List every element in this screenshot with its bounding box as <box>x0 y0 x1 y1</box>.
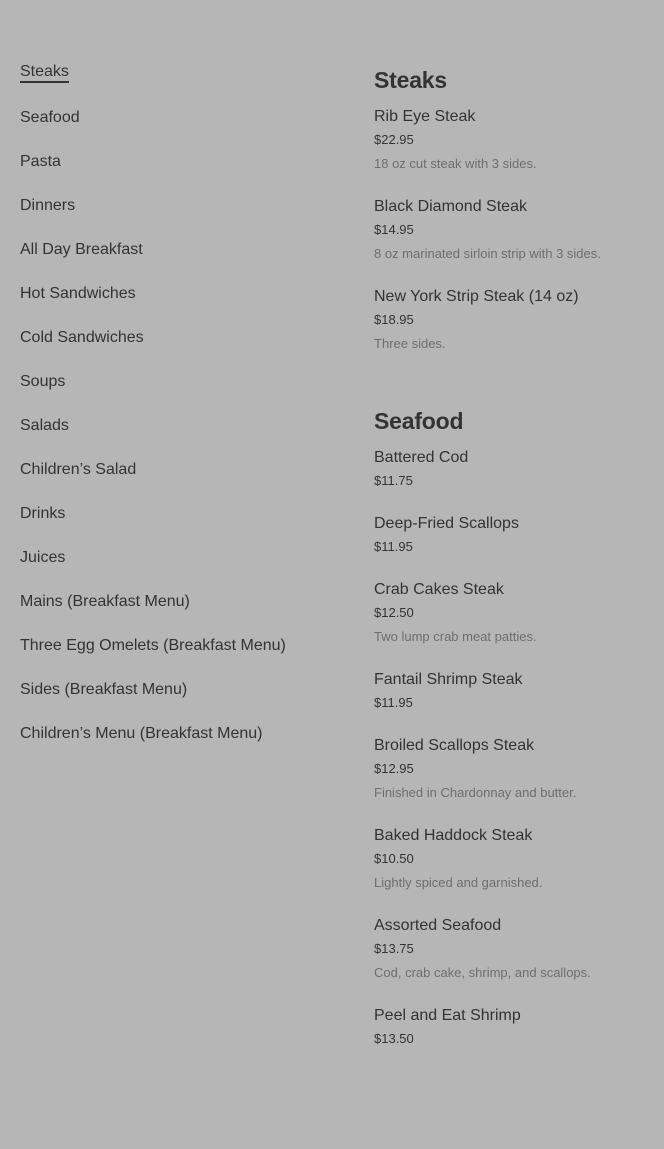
menu-item-name: Crab Cakes Steak <box>374 581 504 598</box>
menu-item-name: New York Strip Steak (14 oz) <box>374 288 579 305</box>
menu-item-name: Deep-Fried Scallops <box>374 515 519 532</box>
menu-item <box>374 670 656 712</box>
nav-item-label: Three Egg Omelets (Breakfast Menu) <box>20 637 286 654</box>
menu-item-description: Lightly spiced and garnished. <box>374 875 543 890</box>
menu-item-price: $11.95 <box>374 539 413 554</box>
menu-item <box>374 826 656 892</box>
menu-item-name: Broiled Scallops Steak <box>374 737 535 754</box>
menu-item-name: Black Diamond Steak <box>374 198 527 215</box>
nav-item-children-s-salad[interactable] <box>20 460 340 504</box>
menu-item <box>374 514 656 556</box>
menu-item-name: Baked Haddock Steak <box>374 827 533 844</box>
menu-item <box>374 107 656 173</box>
menu-item <box>374 197 656 263</box>
category-nav <box>20 62 340 768</box>
menu-item-description: 18 oz cut steak with 3 sides. <box>374 156 537 171</box>
menu-section-seafood <box>374 407 656 1048</box>
nav-item-label: All Day Breakfast <box>20 241 143 258</box>
menu-item-price: $13.50 <box>374 1031 414 1046</box>
menu-item-price: $22.95 <box>374 132 414 147</box>
nav-item-cold-sandwiches[interactable] <box>20 328 340 372</box>
nav-item-soups[interactable] <box>20 372 340 416</box>
nav-item-mains-breakfast-menu[interactable] <box>20 592 340 636</box>
menu-item-name: Assorted Seafood <box>374 917 502 934</box>
menu-item-description: 8 oz marinated sirloin strip with 3 sides. <box>374 246 601 261</box>
nav-item-label: Children’s Salad <box>20 461 137 478</box>
nav-item-label: Cold Sandwiches <box>20 329 144 346</box>
menu-item-description: Finished in Chardonnay and butter. <box>374 785 577 800</box>
menu-item-description: Two lump crab meat patties. <box>374 629 537 644</box>
nav-item-label: Drinks <box>20 505 66 522</box>
nav-item-juices[interactable] <box>20 548 340 592</box>
menu-item <box>374 580 656 646</box>
menu-item <box>374 1006 656 1048</box>
nav-item-label: Dinners <box>20 197 76 214</box>
nav-item-label: Soups <box>20 373 66 390</box>
nav-item-steaks[interactable] <box>20 62 340 108</box>
nav-item-all-day-breakfast[interactable] <box>20 240 340 284</box>
nav-item-label: Sides (Breakfast Menu) <box>20 681 188 698</box>
nav-item-children-s-menu-breakfast-menu[interactable] <box>20 724 340 768</box>
nav-item-seafood[interactable] <box>20 108 340 152</box>
menu-item-price: $13.75 <box>374 941 414 956</box>
menu-item <box>374 916 656 982</box>
menu-item-description: Cod, crab cake, shrimp, and scallops. <box>374 965 591 980</box>
menu-item <box>374 448 656 490</box>
menu-item-price: $10.50 <box>374 851 414 866</box>
nav-item-sides-breakfast-menu[interactable] <box>20 680 340 724</box>
section-title: Steaks <box>374 67 447 93</box>
nav-item-hot-sandwiches[interactable] <box>20 284 340 328</box>
nav-item-label: Salads <box>20 417 69 434</box>
menu-item-price: $11.75 <box>374 473 413 488</box>
menu-item-price: $12.95 <box>374 761 414 776</box>
menu-section-steaks <box>374 66 656 353</box>
nav-item-label: Pasta <box>20 153 61 170</box>
menu-item-description: Three sides. <box>374 336 446 351</box>
nav-item-label: Steaks <box>20 63 69 83</box>
menu-item-price: $12.50 <box>374 605 414 620</box>
nav-item-pasta[interactable] <box>20 152 340 196</box>
nav-item-label: Mains (Breakfast Menu) <box>20 593 190 610</box>
nav-item-three-egg-omelets-breakfast-menu[interactable] <box>20 636 340 680</box>
menu-item-price: $14.95 <box>374 222 414 237</box>
menu-content <box>374 66 656 1102</box>
nav-item-drinks[interactable] <box>20 504 340 548</box>
section-title: Seafood <box>374 408 464 434</box>
menu-item-name: Fantail Shrimp Steak <box>374 671 523 688</box>
nav-item-salads[interactable] <box>20 416 340 460</box>
nav-item-label: Children’s Menu (Breakfast Menu) <box>20 725 263 742</box>
nav-item-label: Hot Sandwiches <box>20 285 136 302</box>
menu-item <box>374 736 656 802</box>
menu-item-price: $11.95 <box>374 695 413 710</box>
nav-item-label: Juices <box>20 549 66 566</box>
menu-item-name: Peel and Eat Shrimp <box>374 1007 521 1024</box>
nav-item-label: Seafood <box>20 109 80 126</box>
menu-item <box>374 287 656 353</box>
menu-item-name: Battered Cod <box>374 449 469 466</box>
menu-item-price: $18.95 <box>374 312 414 327</box>
nav-item-dinners[interactable] <box>20 196 340 240</box>
menu-item-name: Rib Eye Steak <box>374 108 476 125</box>
